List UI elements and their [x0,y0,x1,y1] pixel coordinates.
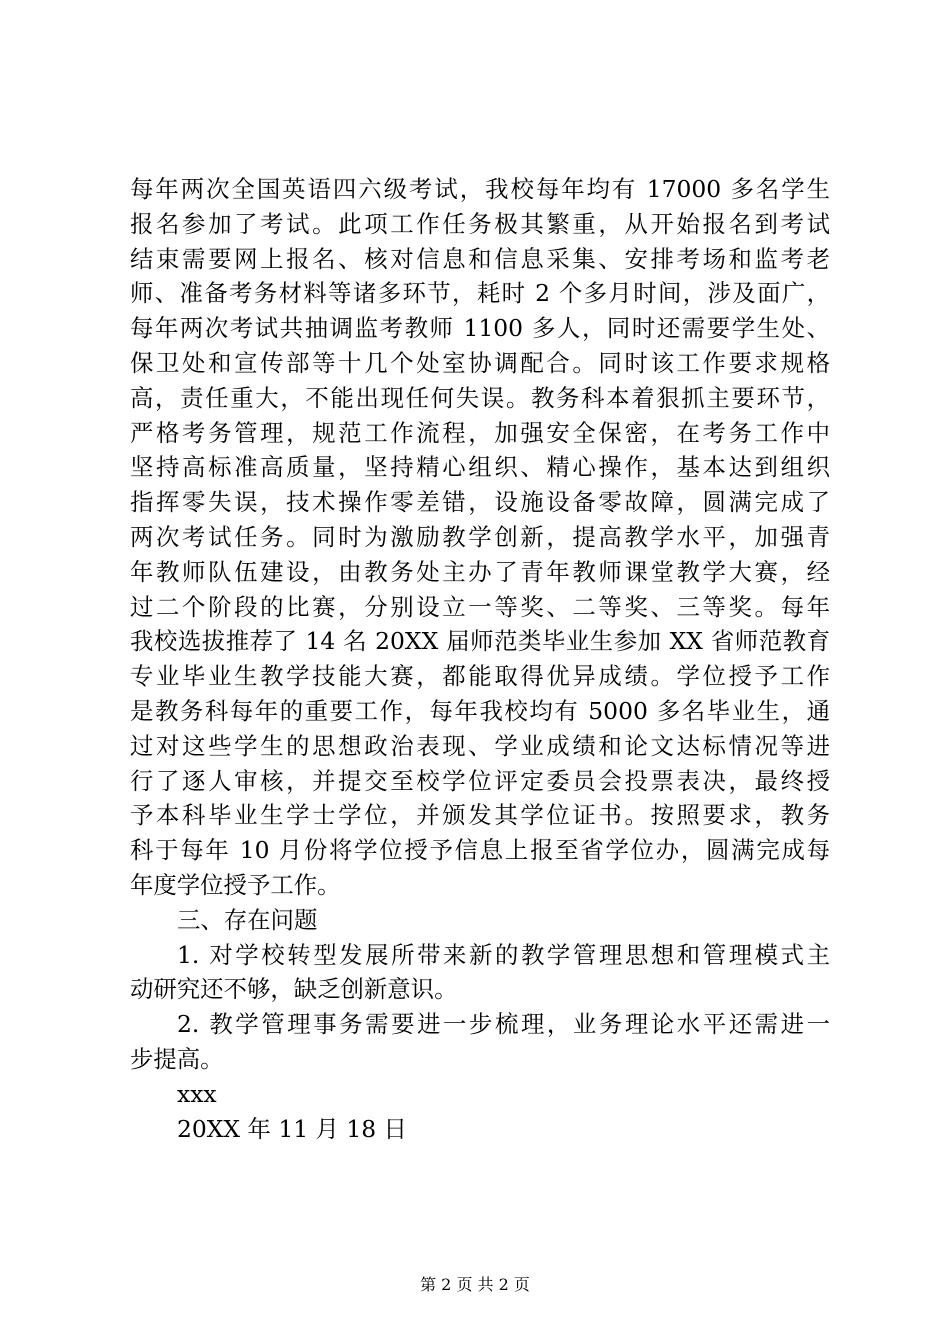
paragraph-line: 结束需要网上报名、核对信息和信息采集、安排考场和监考老 [130,244,830,273]
paragraph-line: 每年两次全国英语四六级考试，我校每年均有 17000 多名学生 [130,175,830,203]
paragraph-line: 严格考务管理，规范工作流程，加强安全保密，在考务工作中 [130,418,830,447]
problem-item-line: 1. 对学校转型发展所带来新的教学管理思想和管理模式主 [177,940,830,969]
problem-item-line: 2. 教学管理事务需要进一步梳理，业务理论水平还需进一 [177,1010,830,1039]
problem-item-line: 动研究还不够，缺乏创新意识。 [130,975,458,1004]
paragraph-line: 高，责任重大，不能出现任何失误。教务科本着狠抓主要环节， [130,383,830,412]
paragraph-line: 科于每年 10 月份将学位授予信息上报至省学位办，圆满完成每 [130,836,830,865]
paragraph-line: 坚持高标准高质量，坚持精心组织、精心操作，基本达到组织 [130,453,830,482]
paragraph-line: 保卫处和宣传部等十几个处室协调配合。同时该工作要求规格 [130,348,830,377]
signature: xxx [177,1079,217,1108]
paragraph-line: 专业毕业生教学技能大赛，都能取得优异成绩。学位授予工作 [130,662,830,691]
document-body [130,172,830,1146]
paragraph-line: 是教务科每年的重要工作，每年我校均有 5000 多名毕业生，通 [130,696,830,725]
paragraph-line: 过二个阶段的比赛，分别设立一等奖、二等奖、三等奖。每年 [130,592,830,621]
page-number-footer: 第 2 页 共 2 页 [420,1275,530,1294]
paragraph-line: 予本科毕业生学士学位，并颁发其学位证书。按照要求，教务 [130,801,830,830]
signature-date: 20XX 年 11 月 18 日 [177,1114,407,1143]
paragraph-line: 年度学位授予工作。 [130,870,341,899]
paragraph-line: 行了逐人审核，并提交至校学位评定委员会投票表决，最终授 [130,766,830,795]
problem-item-line: 步提高。 [130,1044,224,1073]
section-heading: 三、存在问题 [177,905,318,934]
paragraph-line: 两次考试任务。同时为激励教学创新，提高教学水平，加强青 [130,522,830,551]
paragraph-line: 指挥零失误，技术操作零差错，设施设备零故障，圆满完成了 [130,488,830,517]
paragraph-line: 报名参加了考试。此项工作任务极其繁重，从开始报名到考试 [130,209,830,238]
paragraph-line: 师、准备考务材料等诸多环节，耗时 2 个多月时间，涉及面广， [130,279,830,308]
paragraph-line: 每年两次考试共抽调监考教师 1100 多人，同时还需要学生处、 [130,314,830,343]
paragraph-line: 年教师队伍建设，由教务处主办了青年教师课堂教学大赛，经 [130,557,830,586]
paragraph-line: 我校选拔推荐了 14 名 20XX 届师范类毕业生参加 XX 省师范教育 [130,627,830,656]
paragraph-line: 过对这些学生的思想政治表现、学业成绩和论文达标情况等进 [130,731,830,760]
